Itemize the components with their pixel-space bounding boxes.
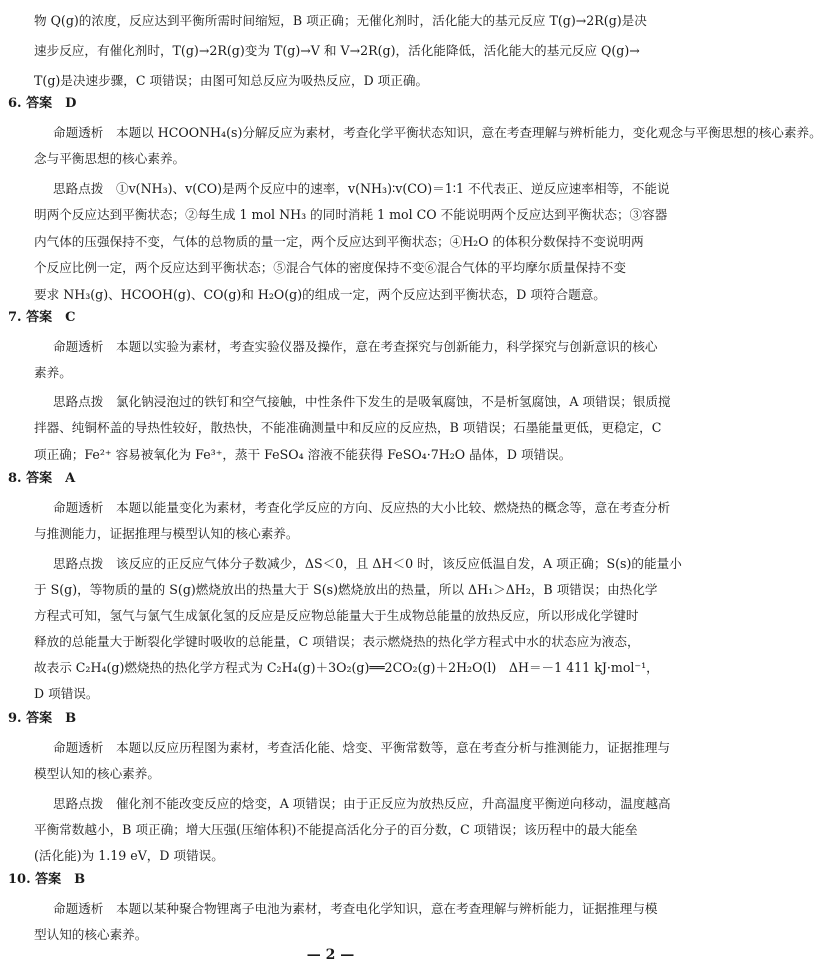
text-line: 故表示 C₂H₄(g)燃烧热的热化学方程式为 C₂H₄(g)＋3O₂(g)══2CO₂(g)＋2H₂O(l) ΔH＝－1 411 kJ·mol⁻¹， (34, 660, 659, 675)
analysis-line: 命题透析 本题以反应历程图为素材，考查活化能、焓变、平衡常数等，意在考查分析与推测能力，证据推理与 (53, 740, 671, 755)
hint-line: 思路点拨 ①v(NH₃)、v(CO)是两个反应中的速率，v(NH₃)∶v(CO)＝1∶1 不代表正、逆反应速率相等，不能说 (53, 181, 670, 196)
analysis-line: 命题透析 本题以某种聚合物锂离子电池为素材，考查电化学知识，意在考查理解与辨析能力，证据推理与模 (53, 901, 658, 916)
text-line: 明两个反应达到平衡状态；②每生成 1 mol NH₃ 的同时消耗 1 mol CO 不能说明两个反应达到平衡状态；③容器 (34, 207, 668, 222)
text-line: 平衡常数越小，B 项正确；增大压强(压缩体积)不能提高活化分子的百分数，C 项错误；该历程中的最大能垒 (34, 822, 638, 837)
text-line: 物 Q(g)的浓度，反应达到平衡所需时间缩短，B 项正确；无催化剂时，活化能大的基元反应 T(g)→2R(g)是决 (34, 13, 647, 28)
text-line: 速步反应，有催化剂时，T(g)→2R(g)变为 T(g)→V 和 V→2R(g)，活化能降低，活化能大的基元反应 Q(g)→ (34, 43, 640, 58)
text-line: 拌器、纯铜杯盖的导热性较好，散热快，不能准确测量中和反应的反应热，B 项错误；石墨能量更低，更稳定，C (34, 420, 662, 435)
text-line: 念与平衡思想的核心素养。 (34, 151, 186, 166)
text-line: 模型认知的核心素养。 (34, 766, 160, 781)
text-line: 型认知的核心素养。 (34, 927, 148, 942)
answer-heading-8: 8. 答案 A (8, 471, 76, 486)
answer-heading-10: 10. 答案 B (8, 872, 86, 887)
text-line: 要求 NH₃(g)、HCOOH(g)、CO(g)和 H₂O(g)的组成一定，两个反应达到平衡状态，D 项符合题意。 (34, 287, 606, 302)
answer-heading-6: 6. 答案 D (8, 96, 77, 111)
text-line: 个反应比例一定，两个反应达到平衡状态；⑤混合气体的密度保持不变⑥混合气体的平均摩尔质量保持不变 (34, 260, 626, 275)
hint-line: 思路点拨 该反应的正反应气体分子数减少，ΔS＜0，且 ΔH＜0 时，该反应低温自发，A 项正确；S(s)的能量小 (53, 556, 682, 571)
analysis-line: 命题透析 本题以实验为素材，考查实验仪器及操作，意在考查探究与创新能力，科学探究与创新意识的核心 (53, 339, 658, 354)
text-line: D 项错误。 (34, 686, 99, 701)
text-line: 与推测能力，证据推理与模型认知的核心素养。 (34, 526, 299, 541)
analysis-line: 命题透析 本题以能量变化为素材，考查化学反应的方向、反应热的大小比较、燃烧热的概念等，意在考查分析 (53, 500, 671, 515)
page-number: — 2 — (306, 947, 355, 963)
text-line: 内气体的压强保持不变，气体的总物质的量一定，两个反应达到平衡状态；④H₂O 的体积分数保持不变说明两 (34, 234, 644, 249)
text-line: (活化能)为 1.19 eV，D 项错误。 (34, 848, 224, 863)
text-line: 于 S(g)，等物质的量的 S(g)燃烧放出的热量大于 S(s)燃烧放出的热量，所以 ΔH₁＞ΔH₂，B 项错误；由热化学 (34, 582, 658, 597)
hint-line: 思路点拨 氯化钠浸泡过的铁钉和空气接触，中性条件下发生的是吸氧腐蚀，不是析氢腐蚀，A 项错误；银质搅 (53, 394, 671, 409)
analysis-line: 命题透析 本题以 HCOONH₄(s)分解反应为素材，考查化学平衡状态知识，意在考查理解与辨析能力，变化观念与平衡思想的核心素养。 (53, 125, 822, 140)
hint-line: 思路点拨 催化剂不能改变反应的焓变，A 项错误；由于正反应为放热反应，升高温度平衡逆向移动，温度越高 (53, 796, 671, 811)
text-line: T(g)是决速步骤，C 项错误；由图可知总反应为吸热反应，D 项正确。 (34, 73, 429, 88)
text-line: 方程式可知，氢气与氯气生成氯化氢的反应是反应物总能量大于生成物总能量的放热反应，所以形成化学键时 (34, 608, 639, 623)
answer-heading-7: 7. 答案 C (8, 310, 76, 325)
text-line: 素养。 (34, 365, 72, 380)
text-line: 项正确；Fe²⁺ 容易被氧化为 Fe³⁺，蒸干 FeSO₄ 溶液不能获得 FeSO₄·7H₂O 晶体，D 项错误。 (34, 447, 572, 462)
answer-heading-9: 9. 答案 B (8, 711, 77, 726)
text-line: 释放的总能量大于断裂化学键时吸收的总能量，C 项错误；表示燃烧热的热化学方程式中水的状态应为液态， (34, 634, 640, 649)
